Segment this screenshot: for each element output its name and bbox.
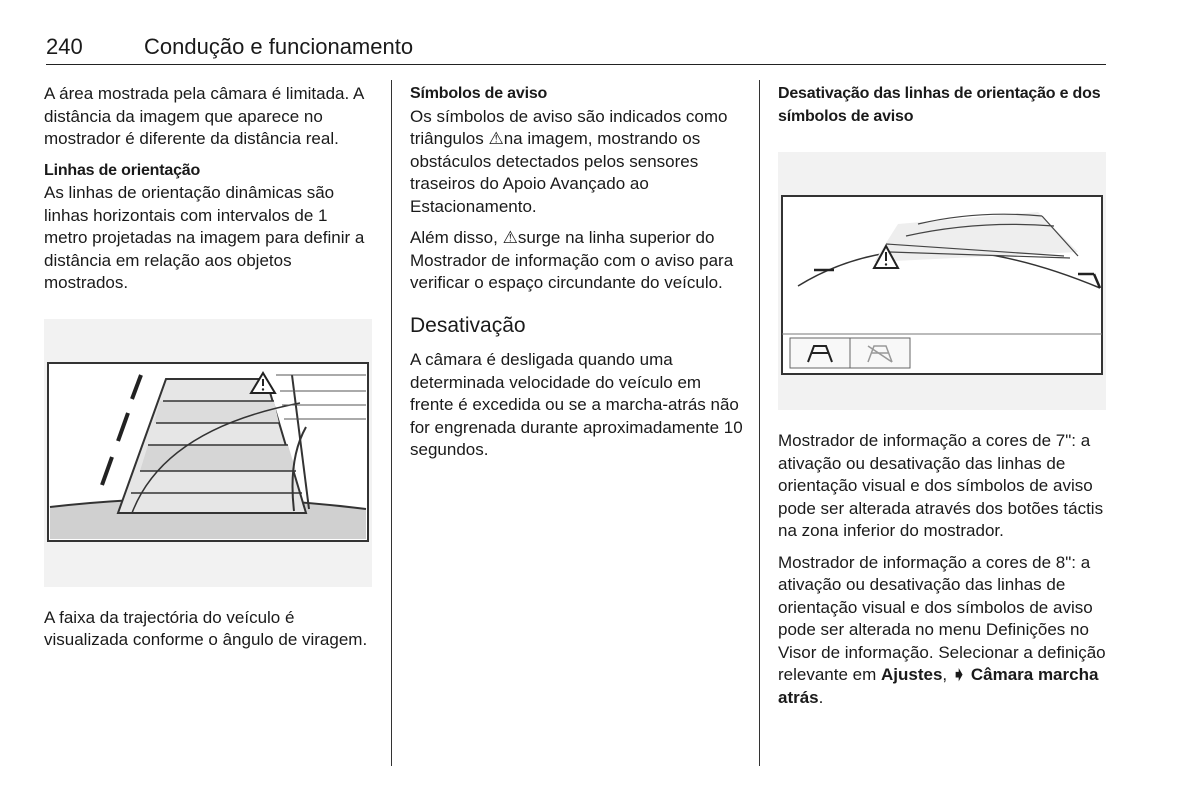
- heading-guidelines: Linhas de orientação: [44, 161, 201, 179]
- guidelines-camera-figure: [44, 319, 372, 587]
- warning-triangle-icon: ⚠: [502, 228, 518, 247]
- paragraph: Mostrador de informação a cores de 7": a ativação ou desativação das linhas de orientação visual e dos símbolos de aviso pode ser alterada através dos botões táctis na zona inferior do mostrador.: [778, 431, 1104, 540]
- column-2: [410, 83, 745, 471]
- page-header: [46, 34, 1106, 65]
- paragraph: A câmara é desligada quando uma determinada velocidade do veículo em frente é excedida ou se a marcha-atrás não for engrenada durante aproximadamente 10 segundos.: [410, 350, 743, 459]
- paragraph: [778, 552, 1110, 710]
- paragraph: As linhas de orientação dinâmicas são linhas horizontais com intervalos de 1 metro projetadas na imagem para definir a distância em relação aos objetos mostrados.: [44, 183, 365, 292]
- paragraph: [410, 106, 745, 219]
- column-divider: [391, 80, 392, 766]
- column-divider: [759, 80, 760, 766]
- text-run: na imagem, mostrando os obstáculos detectados pelos sensores traseiros do Apoio Avançado ao Estacionamento.: [410, 129, 701, 216]
- menu-camera-marcha-atras: Câmara marcha atrás: [778, 665, 1099, 707]
- warning-triangle-icon: ⚠: [488, 129, 504, 148]
- paragraph: A área mostrada pela câmara é limitada. A distância da imagem que aparece no mostrador é diferente da distância real.: [44, 84, 364, 148]
- page-number: 240: [46, 34, 83, 59]
- paragraph: A faixa da trajectória do veículo é visualizada conforme o ângulo de viragem.: [44, 607, 368, 649]
- guidelines-camera-illustration: [44, 319, 372, 587]
- text-run: ,: [942, 665, 952, 684]
- column-1: [44, 83, 374, 661]
- heading-deactivation-lines: Desativação das linhas de orientação e dos símbolos de aviso: [778, 85, 1101, 125]
- heading-warning-symbols: Símbolos de aviso: [410, 85, 548, 102]
- heading-deactivation: Desativação: [410, 313, 526, 337]
- paragraph: [410, 227, 745, 295]
- text-run: surge na linha superior do Mostrador de informação com o aviso para verificar o espaço circundante do veículo.: [410, 228, 734, 292]
- column-3: [778, 83, 1110, 718]
- arrow-right-icon: ➧: [951, 665, 967, 684]
- text-run: Além disso,: [410, 228, 503, 247]
- text-run: Os símbolos de aviso são indicados como triângulos: [410, 106, 728, 148]
- text-run: .: [818, 687, 824, 707]
- deactivation-camera-illustration: [778, 152, 1106, 410]
- deactivation-camera-figure: [778, 152, 1106, 410]
- text-run: Mostrador de informação a cores de 8": a ativação ou desativação das linhas de orientação visual e dos símbolos de aviso pode ser alterada no menu Definições no Visor de informação. Selecionar a definição relevante em: [778, 552, 1106, 684]
- section-title: Condução e funcionamento: [144, 34, 414, 59]
- menu-ajustes: Ajustes: [881, 665, 943, 684]
